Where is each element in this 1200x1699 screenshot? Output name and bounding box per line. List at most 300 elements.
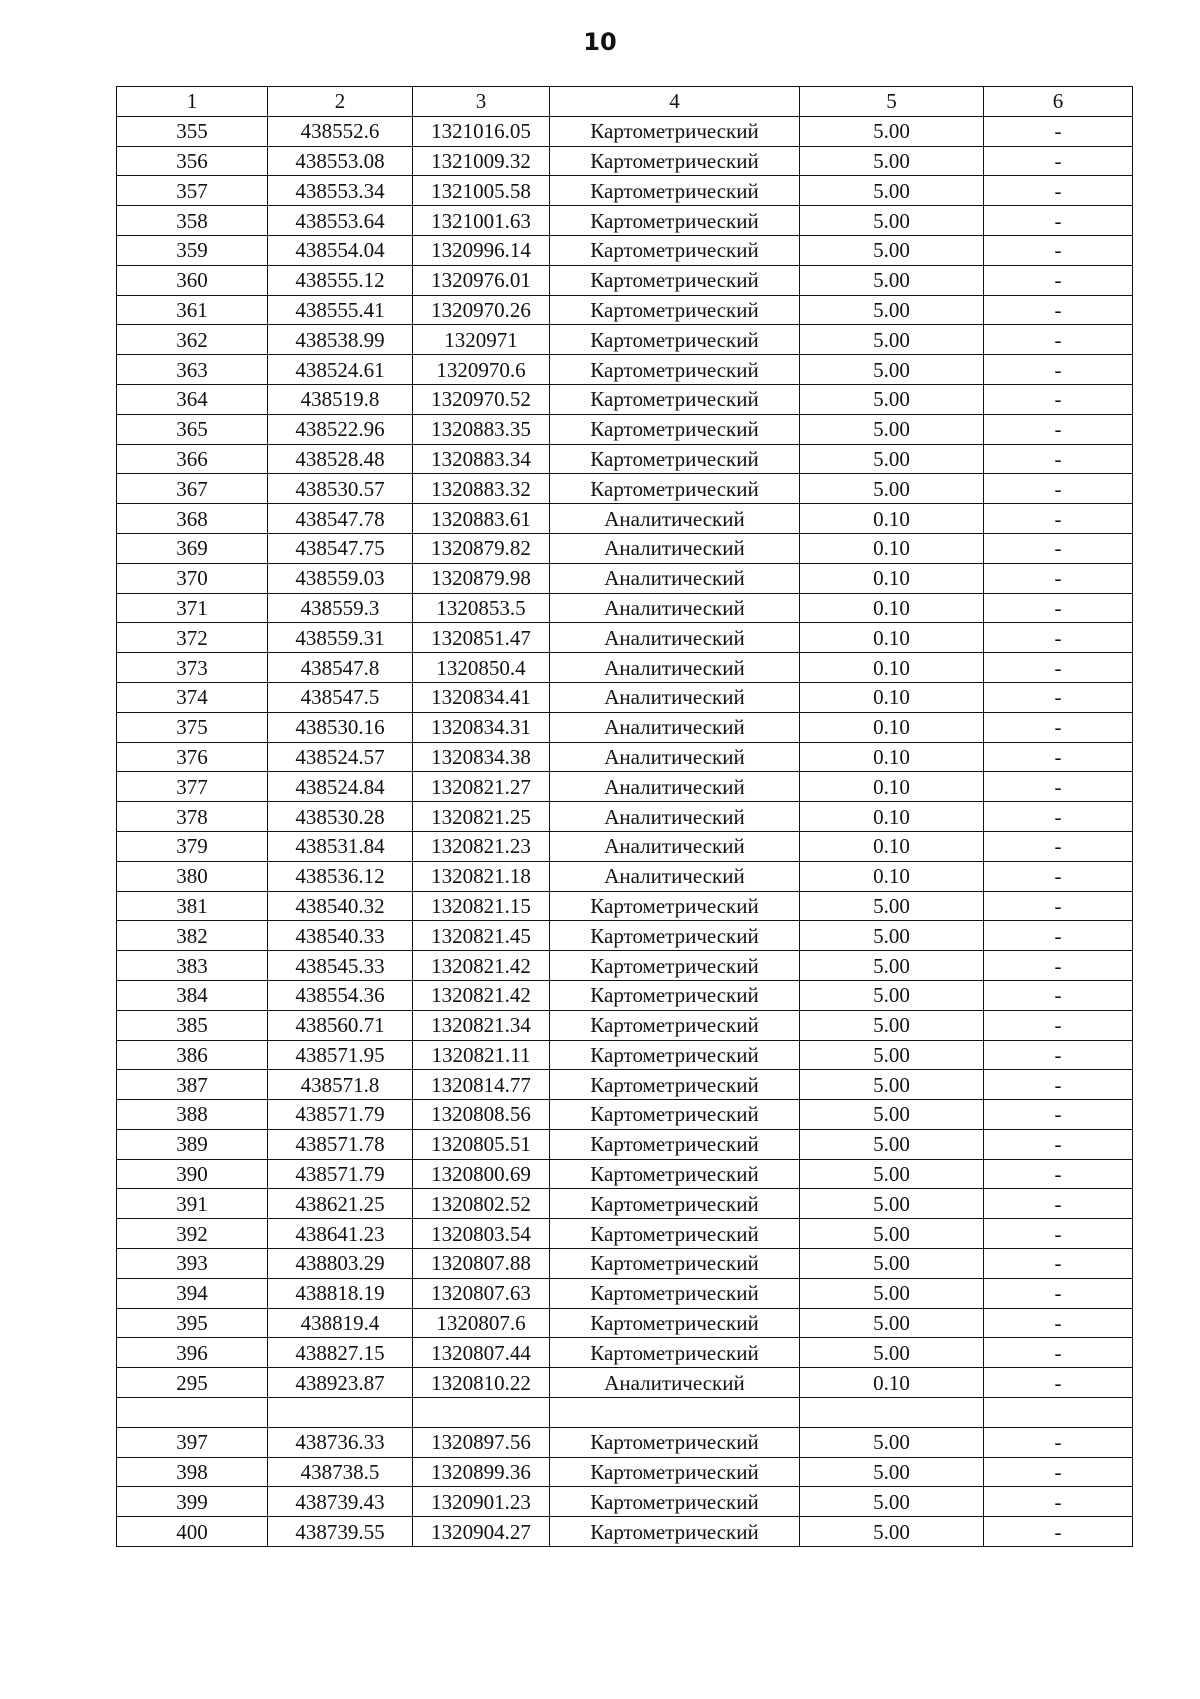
table-cell: 1320976.01 xyxy=(413,265,550,295)
table-cell: 1320970.26 xyxy=(413,295,550,325)
table-cell: 438530.28 xyxy=(268,802,413,832)
table-cell: Аналитический xyxy=(550,504,800,534)
table-cell: 438738.5 xyxy=(268,1457,413,1487)
table-cell: 438540.33 xyxy=(268,921,413,951)
table-cell: 5.00 xyxy=(800,1427,984,1457)
table-cell: 438553.08 xyxy=(268,146,413,176)
table-cell: 393 xyxy=(117,1249,268,1279)
table-cell: Картометрический xyxy=(550,980,800,1010)
table-cell: 1320821.25 xyxy=(413,802,550,832)
table-cell: - xyxy=(984,384,1133,414)
table-row xyxy=(117,742,1133,772)
table-row xyxy=(117,623,1133,653)
table-cell: 438547.8 xyxy=(268,653,413,683)
table-cell: Картометрический xyxy=(550,295,800,325)
table-cell: 5.00 xyxy=(800,146,984,176)
table-cell: - xyxy=(984,653,1133,683)
table-cell: 5.00 xyxy=(800,235,984,265)
table-cell: 438554.36 xyxy=(268,980,413,1010)
table-cell: 438538.99 xyxy=(268,325,413,355)
table-cell: 5.00 xyxy=(800,176,984,206)
table-cell: 438803.29 xyxy=(268,1249,413,1279)
table-cell: 438540.32 xyxy=(268,891,413,921)
table-cell: 1320807.63 xyxy=(413,1278,550,1308)
table-cell: 438555.41 xyxy=(268,295,413,325)
table-row xyxy=(117,206,1133,236)
table-cell: Картометрический xyxy=(550,444,800,474)
table-cell: 385 xyxy=(117,1010,268,1040)
table-row xyxy=(117,444,1133,474)
table-cell: 438553.34 xyxy=(268,176,413,206)
table-cell: 363 xyxy=(117,355,268,385)
table-body xyxy=(117,116,1133,1546)
table-cell: - xyxy=(984,623,1133,653)
table-cell: 438552.6 xyxy=(268,116,413,146)
table-cell: 367 xyxy=(117,474,268,504)
table-cell: 1320834.41 xyxy=(413,682,550,712)
table-cell: 1320996.14 xyxy=(413,235,550,265)
table-cell: 438547.5 xyxy=(268,682,413,712)
table-cell: 5.00 xyxy=(800,1517,984,1547)
table-cell: 438819.4 xyxy=(268,1308,413,1338)
table-cell: 1320807.44 xyxy=(413,1338,550,1368)
table-cell: 1320883.32 xyxy=(413,474,550,504)
table-cell: 394 xyxy=(117,1278,268,1308)
table-row xyxy=(117,951,1133,981)
table-row xyxy=(117,116,1133,146)
table-cell: Картометрический xyxy=(550,325,800,355)
table-cell: 5.00 xyxy=(800,414,984,444)
table-cell: 383 xyxy=(117,951,268,981)
table-cell: 1321009.32 xyxy=(413,146,550,176)
table-row xyxy=(117,1219,1133,1249)
table-row xyxy=(117,355,1133,385)
table-cell: 398 xyxy=(117,1457,268,1487)
table-cell: 438522.96 xyxy=(268,414,413,444)
table-cell: 438528.48 xyxy=(268,444,413,474)
table-cell: Картометрический xyxy=(550,951,800,981)
table-cell: 372 xyxy=(117,623,268,653)
table-cell: 1321016.05 xyxy=(413,116,550,146)
table-cell: 438536.12 xyxy=(268,861,413,891)
table-cell: 391 xyxy=(117,1189,268,1219)
table-cell: - xyxy=(984,1368,1133,1398)
table-cell: 5.00 xyxy=(800,1040,984,1070)
table-cell: 1320851.47 xyxy=(413,623,550,653)
table-row xyxy=(117,1189,1133,1219)
table-cell: 362 xyxy=(117,325,268,355)
table-cell: 0.10 xyxy=(800,653,984,683)
table-cell: - xyxy=(984,116,1133,146)
table-cell: Картометрический xyxy=(550,1249,800,1279)
table-cell: 0.10 xyxy=(800,831,984,861)
table-cell: Картометрический xyxy=(550,1278,800,1308)
table-cell: 0.10 xyxy=(800,504,984,534)
table-cell: - xyxy=(984,1278,1133,1308)
table-cell: 438555.12 xyxy=(268,265,413,295)
table-cell: 0.10 xyxy=(800,1368,984,1398)
table-cell: - xyxy=(984,1457,1133,1487)
table-cell: 359 xyxy=(117,235,268,265)
table-row xyxy=(117,861,1133,891)
table-cell: 400 xyxy=(117,1517,268,1547)
table-row xyxy=(117,295,1133,325)
table-cell: 369 xyxy=(117,533,268,563)
table-cell: Аналитический xyxy=(550,742,800,772)
table-cell: 5.00 xyxy=(800,1487,984,1517)
table-cell: Аналитический xyxy=(550,861,800,891)
table-cell: 0.10 xyxy=(800,742,984,772)
table-cell: - xyxy=(984,1159,1133,1189)
table-cell: - xyxy=(984,504,1133,534)
table-cell: Аналитический xyxy=(550,533,800,563)
table-cell: 1320901.23 xyxy=(413,1487,550,1517)
table-cell: 1320879.82 xyxy=(413,533,550,563)
table-row xyxy=(117,1040,1133,1070)
table-cell: 371 xyxy=(117,593,268,623)
table-cell: Аналитический xyxy=(550,682,800,712)
table-cell: Картометрический xyxy=(550,146,800,176)
table-row xyxy=(117,1010,1133,1040)
table-cell xyxy=(268,1398,413,1428)
table-cell: Картометрический xyxy=(550,1159,800,1189)
table-cell: Картометрический xyxy=(550,355,800,385)
table-cell: 295 xyxy=(117,1368,268,1398)
table-cell: 399 xyxy=(117,1487,268,1517)
table-cell: 5.00 xyxy=(800,1219,984,1249)
table-cell: 438818.19 xyxy=(268,1278,413,1308)
table-cell: 1320850.4 xyxy=(413,653,550,683)
table-cell: 356 xyxy=(117,146,268,176)
table-row xyxy=(117,802,1133,832)
table-cell: - xyxy=(984,1308,1133,1338)
table-cell: Аналитический xyxy=(550,623,800,653)
table-cell: 5.00 xyxy=(800,1457,984,1487)
table-row xyxy=(117,1070,1133,1100)
table-cell: - xyxy=(984,1070,1133,1100)
table-row xyxy=(117,1517,1133,1547)
table-cell: 396 xyxy=(117,1338,268,1368)
table-cell: 5.00 xyxy=(800,265,984,295)
table-cell: Картометрический xyxy=(550,1338,800,1368)
table-cell: Картометрический xyxy=(550,265,800,295)
table-cell: 382 xyxy=(117,921,268,951)
table-row xyxy=(117,712,1133,742)
table-cell: 1320800.69 xyxy=(413,1159,550,1189)
table-cell: 376 xyxy=(117,742,268,772)
table-cell: Картометрический xyxy=(550,921,800,951)
table-cell: Аналитический xyxy=(550,563,800,593)
table-cell: 5.00 xyxy=(800,1308,984,1338)
table-cell: 1320879.98 xyxy=(413,563,550,593)
table-cell: 438827.15 xyxy=(268,1338,413,1368)
table-row xyxy=(117,1249,1133,1279)
table-cell: - xyxy=(984,1040,1133,1070)
table-cell: 438545.33 xyxy=(268,951,413,981)
table-cell: 389 xyxy=(117,1129,268,1159)
table-row xyxy=(117,891,1133,921)
table-cell: 438560.71 xyxy=(268,1010,413,1040)
table-cell: 0.10 xyxy=(800,861,984,891)
table-row xyxy=(117,265,1133,295)
table-cell: 1320807.88 xyxy=(413,1249,550,1279)
table-cell: 1320821.42 xyxy=(413,980,550,1010)
table-cell: Картометрический xyxy=(550,1308,800,1338)
table-cell: 392 xyxy=(117,1219,268,1249)
table-cell: 438571.78 xyxy=(268,1129,413,1159)
table-cell xyxy=(984,1398,1133,1428)
table-cell: 1320821.42 xyxy=(413,951,550,981)
table-cell: - xyxy=(984,1010,1133,1040)
table-cell: 357 xyxy=(117,176,268,206)
table-cell: Картометрический xyxy=(550,1070,800,1100)
table-row xyxy=(117,593,1133,623)
table-cell: 438739.43 xyxy=(268,1487,413,1517)
table-cell: Картометрический xyxy=(550,235,800,265)
table-cell: - xyxy=(984,1249,1133,1279)
table-cell: Картометрический xyxy=(550,1457,800,1487)
table-cell: Картометрический xyxy=(550,206,800,236)
table-cell: - xyxy=(984,235,1133,265)
table-cell: 1320803.54 xyxy=(413,1219,550,1249)
table-cell: 438524.84 xyxy=(268,772,413,802)
table-cell: 377 xyxy=(117,772,268,802)
table-cell: 374 xyxy=(117,682,268,712)
table-cell: - xyxy=(984,682,1133,712)
table-cell: 1320821.45 xyxy=(413,921,550,951)
table-cell: 438571.8 xyxy=(268,1070,413,1100)
table-cell: Картометрический xyxy=(550,1040,800,1070)
table-cell: 438547.75 xyxy=(268,533,413,563)
table-cell: 1320970.6 xyxy=(413,355,550,385)
table-cell: Картометрический xyxy=(550,1100,800,1130)
column-header: 1 xyxy=(117,87,268,117)
table-cell xyxy=(800,1398,984,1428)
table-cell: - xyxy=(984,772,1133,802)
table-cell: Картометрический xyxy=(550,1517,800,1547)
table-cell: 368 xyxy=(117,504,268,534)
table-cell: - xyxy=(984,325,1133,355)
table-row xyxy=(117,235,1133,265)
column-header: 2 xyxy=(268,87,413,117)
table-cell: 5.00 xyxy=(800,921,984,951)
table-cell: 438571.79 xyxy=(268,1159,413,1189)
table-cell: 364 xyxy=(117,384,268,414)
table-cell: - xyxy=(984,861,1133,891)
table-cell: - xyxy=(984,1219,1133,1249)
table-cell: 1320802.52 xyxy=(413,1189,550,1219)
table-cell: Аналитический xyxy=(550,802,800,832)
table-row xyxy=(117,1368,1133,1398)
table-header-row xyxy=(117,87,1133,117)
table-cell: - xyxy=(984,1189,1133,1219)
table-cell: Картометрический xyxy=(550,116,800,146)
table-cell: - xyxy=(984,176,1133,206)
table-cell: - xyxy=(984,1100,1133,1130)
table-cell: Картометрический xyxy=(550,1129,800,1159)
table-cell: 1320883.61 xyxy=(413,504,550,534)
table-row xyxy=(117,176,1133,206)
table-cell: 438519.8 xyxy=(268,384,413,414)
table-cell: 380 xyxy=(117,861,268,891)
table-cell: 5.00 xyxy=(800,1129,984,1159)
table-cell: 395 xyxy=(117,1308,268,1338)
page-number: 10 xyxy=(583,28,617,56)
column-header: 6 xyxy=(984,87,1133,117)
table-row xyxy=(117,1487,1133,1517)
table-cell: Аналитический xyxy=(550,653,800,683)
table-cell: 388 xyxy=(117,1100,268,1130)
table-cell: - xyxy=(984,921,1133,951)
table-cell: 5.00 xyxy=(800,116,984,146)
table-cell: 438524.61 xyxy=(268,355,413,385)
table-cell: 5.00 xyxy=(800,891,984,921)
table-row xyxy=(117,1398,1133,1428)
table-cell xyxy=(117,1398,268,1428)
table-cell: 5.00 xyxy=(800,206,984,236)
table-cell: Аналитический xyxy=(550,1368,800,1398)
table-cell: - xyxy=(984,831,1133,861)
table-cell: 1320807.6 xyxy=(413,1308,550,1338)
table-cell: 1320821.11 xyxy=(413,1040,550,1070)
table-row xyxy=(117,1159,1133,1189)
table-cell: 438553.64 xyxy=(268,206,413,236)
table-cell: - xyxy=(984,1427,1133,1457)
table-cell: 366 xyxy=(117,444,268,474)
table-cell: Картометрический xyxy=(550,1010,800,1040)
table-cell: Аналитический xyxy=(550,593,800,623)
table-cell: 5.00 xyxy=(800,474,984,504)
table-cell: 1320899.36 xyxy=(413,1457,550,1487)
table-cell: 5.00 xyxy=(800,1278,984,1308)
table-row xyxy=(117,146,1133,176)
table-cell: 386 xyxy=(117,1040,268,1070)
table-cell: Картометрический xyxy=(550,176,800,206)
table-cell: Картометрический xyxy=(550,474,800,504)
table-cell: 438559.3 xyxy=(268,593,413,623)
table-cell: 0.10 xyxy=(800,623,984,653)
table-cell: 5.00 xyxy=(800,1100,984,1130)
table-row xyxy=(117,1308,1133,1338)
table-cell: 438524.57 xyxy=(268,742,413,772)
table-cell: - xyxy=(984,265,1133,295)
table-cell: 438531.84 xyxy=(268,831,413,861)
table-row xyxy=(117,653,1133,683)
table-cell: Аналитический xyxy=(550,712,800,742)
table-cell: 358 xyxy=(117,206,268,236)
table-cell xyxy=(413,1398,550,1428)
table-cell: Картометрический xyxy=(550,1219,800,1249)
table-row xyxy=(117,1457,1133,1487)
table-cell: 5.00 xyxy=(800,384,984,414)
table-cell: 365 xyxy=(117,414,268,444)
table-row xyxy=(117,325,1133,355)
table-cell: 1321001.63 xyxy=(413,206,550,236)
table-cell: 355 xyxy=(117,116,268,146)
table-row xyxy=(117,980,1133,1010)
table-row xyxy=(117,384,1133,414)
table-cell: 1320821.18 xyxy=(413,861,550,891)
table-cell: 1320970.52 xyxy=(413,384,550,414)
table-cell: 375 xyxy=(117,712,268,742)
table-cell xyxy=(550,1398,800,1428)
column-header: 5 xyxy=(800,87,984,117)
table-cell: - xyxy=(984,414,1133,444)
table-cell: 0.10 xyxy=(800,563,984,593)
table-row xyxy=(117,414,1133,444)
table-cell: Картометрический xyxy=(550,384,800,414)
table-cell: 438559.03 xyxy=(268,563,413,593)
table-row xyxy=(117,504,1133,534)
table-row xyxy=(117,1100,1133,1130)
table-cell: - xyxy=(984,295,1133,325)
table-cell: 360 xyxy=(117,265,268,295)
table-cell: - xyxy=(984,355,1133,385)
table-cell: - xyxy=(984,593,1133,623)
column-header: 3 xyxy=(413,87,550,117)
coordinates-table xyxy=(116,86,1133,1547)
table-cell: - xyxy=(984,533,1133,563)
table-cell: 5.00 xyxy=(800,980,984,1010)
table-cell: - xyxy=(984,891,1133,921)
table-cell: 5.00 xyxy=(800,1010,984,1040)
table-cell: 1320821.27 xyxy=(413,772,550,802)
table-cell: Картометрический xyxy=(550,1427,800,1457)
table-cell: - xyxy=(984,206,1133,236)
table-cell: 438571.79 xyxy=(268,1100,413,1130)
table-cell: - xyxy=(984,563,1133,593)
table-cell: 5.00 xyxy=(800,1338,984,1368)
table-cell: 379 xyxy=(117,831,268,861)
table-cell: Картометрический xyxy=(550,891,800,921)
table-cell: 438641.23 xyxy=(268,1219,413,1249)
table-cell: 390 xyxy=(117,1159,268,1189)
table-cell: Аналитический xyxy=(550,772,800,802)
table-cell: 5.00 xyxy=(800,295,984,325)
table-cell: 0.10 xyxy=(800,593,984,623)
table-cell: 1320853.5 xyxy=(413,593,550,623)
table-cell: 384 xyxy=(117,980,268,1010)
table-cell: 0.10 xyxy=(800,712,984,742)
table-cell: 5.00 xyxy=(800,325,984,355)
table-cell: 1320821.23 xyxy=(413,831,550,861)
table-cell: 438571.95 xyxy=(268,1040,413,1070)
table-row xyxy=(117,1129,1133,1159)
table-cell: 438739.55 xyxy=(268,1517,413,1547)
table-row xyxy=(117,682,1133,712)
table-cell: Картометрический xyxy=(550,1487,800,1517)
table-cell: 5.00 xyxy=(800,1070,984,1100)
table-cell: 5.00 xyxy=(800,355,984,385)
table-cell: 1320904.27 xyxy=(413,1517,550,1547)
table-cell: 0.10 xyxy=(800,533,984,563)
table-cell: - xyxy=(984,712,1133,742)
table-cell: 397 xyxy=(117,1427,268,1457)
table-cell: - xyxy=(984,146,1133,176)
table-cell: - xyxy=(984,1129,1133,1159)
table-cell: - xyxy=(984,1517,1133,1547)
table-cell: - xyxy=(984,474,1133,504)
table-cell: 1320834.31 xyxy=(413,712,550,742)
table-cell: 1320834.38 xyxy=(413,742,550,772)
table-cell: Картометрический xyxy=(550,1189,800,1219)
column-header: 4 xyxy=(550,87,800,117)
table-cell: 1320821.15 xyxy=(413,891,550,921)
table-cell: 373 xyxy=(117,653,268,683)
table-cell: 5.00 xyxy=(800,1189,984,1219)
table-cell: 1320883.34 xyxy=(413,444,550,474)
table-cell: 5.00 xyxy=(800,951,984,981)
